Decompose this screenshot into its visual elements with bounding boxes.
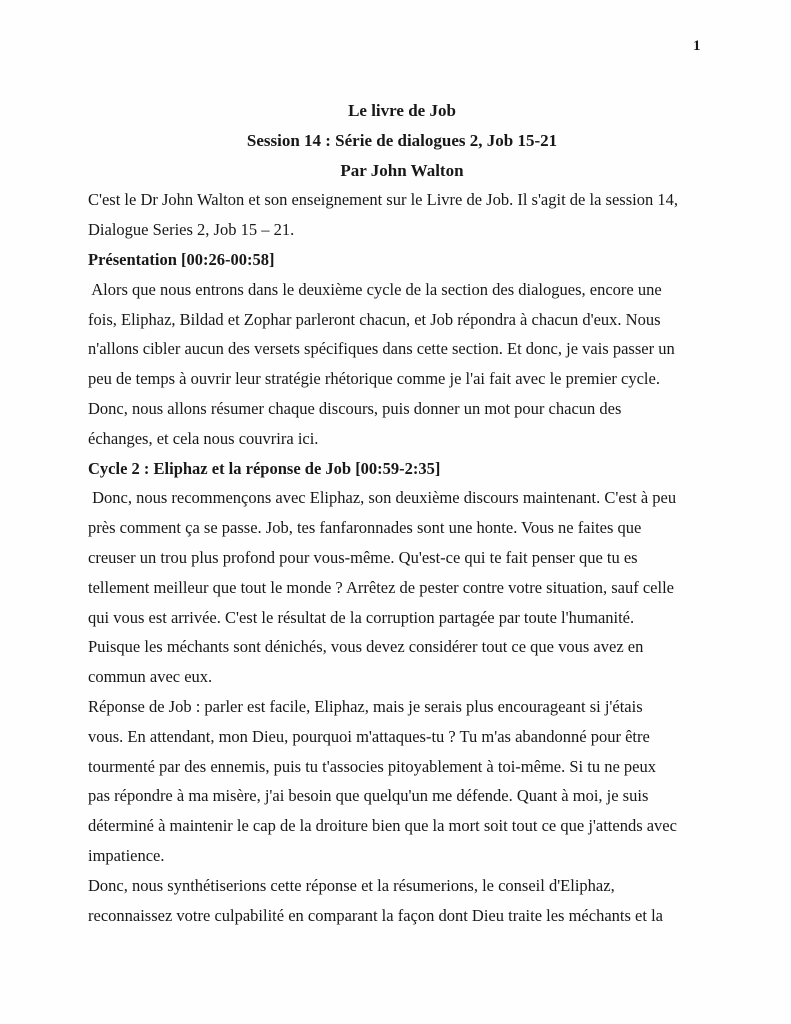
- document-author: Par John Walton: [340, 160, 464, 180]
- body-text-line: Puisque les méchants sont dénichés, vous devez considérer tout ce que vous avez en: [88, 637, 644, 657]
- body-text-line: peu de temps à ouvrir leur stratégie rhétorique comme je l'ai fait avec le premier cycle.: [88, 369, 660, 389]
- body-text-line: C'est le Dr John Walton et son enseignement sur le Livre de Job. Il s'agit de la session 14,: [88, 190, 678, 210]
- body-text-line: près comment ça se passe. Job, tes fanfaronnades sont une honte. Vous ne faites que: [88, 518, 642, 538]
- title-block: [88, 96, 716, 185]
- body-text-line: tourmenté par des ennemis, puis tu t'associes pitoyablement à toi-même. Si tu ne peux: [88, 756, 656, 776]
- body-text-line: Dialogue Series 2, Job 15 – 21.: [88, 220, 295, 240]
- body-text-line: Donc, nous recommençons avec Eliphaz, son deuxième discours maintenant. C'est à peu: [88, 488, 677, 508]
- body-text-line: tellement meilleur que tout le monde ? Arrêtez de pester contre votre situation, sauf celle: [88, 577, 674, 597]
- body-text-line: n'allons cibler aucun des versets spécifiques dans cette section. Et donc, je vais passer un: [88, 339, 675, 359]
- body-text-line: qui vous est arrivée. C'est le résultat de la corruption partagée par toute l'humanité.: [88, 607, 635, 627]
- body-text-line: vous. En attendant, mon Dieu, pourquoi m'attaques-tu ? Tu m'as abandonné pour être: [88, 726, 650, 746]
- body-text-line: commun avec eux.: [88, 667, 213, 687]
- document-content: [88, 96, 716, 930]
- section-heading: Cycle 2 : Eliphaz et la réponse de Job [00:59-2:35]: [88, 458, 441, 478]
- body-text-line: reconnaissez votre culpabilité en comparant la façon dont Dieu traite les méchants et la: [88, 905, 663, 925]
- document-body: [88, 185, 716, 930]
- document-title: Le livre de Job: [348, 101, 456, 120]
- body-text-line: fois, Eliphaz, Bildad et Zophar parleront chacun, et Job répondra à chacun d'eux. Nous: [88, 309, 661, 329]
- body-text-line: Réponse de Job : parler est facile, Eliphaz, mais je serais plus encourageant si j'étais: [88, 696, 643, 716]
- page-number: 1: [693, 38, 701, 54]
- body-text-line: Alors que nous entrons dans le deuxième cycle de la section des dialogues, encore une: [88, 279, 662, 299]
- body-text-line: Donc, nous synthétiserions cette réponse et la résumerions, le conseil d'Eliphaz,: [88, 875, 615, 895]
- body-text-line: pas répondre à ma misère, j'ai besoin que quelqu'un me défende. Quant à moi, je suis: [88, 786, 649, 806]
- body-text-line: déterminé à maintenir le cap de la droiture bien que la mort soit tout ce que j'attends avec: [88, 816, 677, 836]
- body-text-line: impatience.: [88, 845, 165, 865]
- document-session-subtitle: Session 14 : Série de dialogues 2, Job 15-21: [246, 130, 558, 150]
- body-text-line: Donc, nous allons résumer chaque discours, puis donner un mot pour chacun des: [88, 398, 622, 418]
- body-text-line: échanges, et cela nous couvrira ici.: [88, 428, 319, 448]
- body-text-line: creuser un trou plus profond pour vous-même. Qu'est-ce qui te fait penser que tu es: [88, 547, 638, 567]
- section-heading: Présentation [00:26-00:58]: [88, 249, 275, 269]
